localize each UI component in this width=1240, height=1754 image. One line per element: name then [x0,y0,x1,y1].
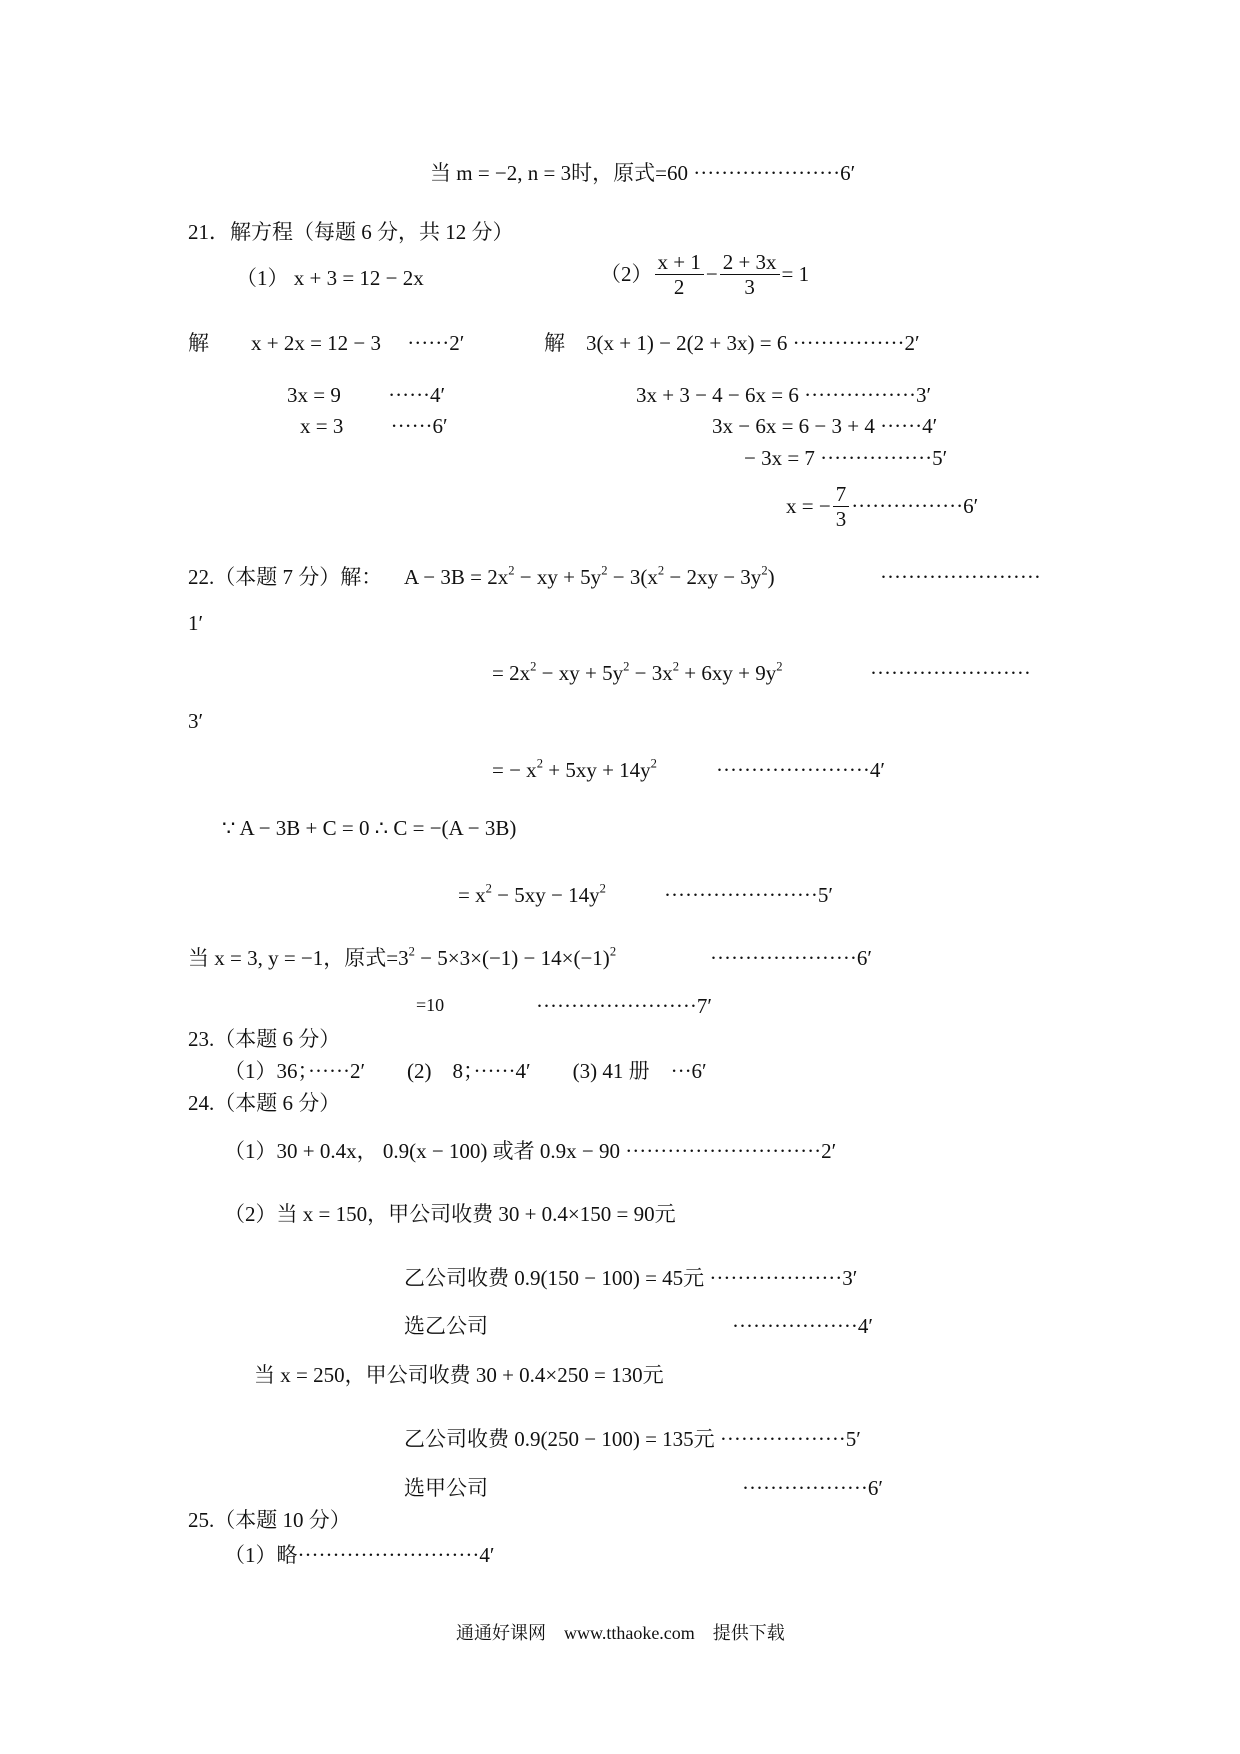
q21-eq2-label: （2） [600,262,653,287]
page-footer: 通通好课网 www.tthaoke.com 提供下载 [456,1623,785,1643]
fraction-numerator: x + 1 [657,250,701,274]
fraction-x-plus-1-over-2 [655,250,704,299]
q24-choose-a: 选甲公司 [404,1476,488,1500]
fraction-denominator: 2 [655,274,704,299]
question-25-heading: 25.（本题 10 分） [188,1508,351,1532]
q24-choose-b: 选乙公司 [404,1314,488,1338]
q22-c-result: = $x^2 - 5xy - 14y^2$ [458,881,606,907]
score-dots: ··················4′ [732,1314,873,1338]
fraction-2-plus-3x-over-3 [720,250,780,299]
score-dots: ······················· [880,565,1041,589]
q22-condition: ∵ A − 3B + C = 0 ∴ C = −(A − 3B) [222,816,517,840]
q22-expansion-2: = $2x^2$ − xy + $5y^2 - 3x^2 + 6xy + 9y^2$ [492,659,783,685]
q21-2-step-2: 3x + 3 − 4 − 6x = 6 ················3′ [636,383,932,407]
fraction-denominator: 3 [833,506,850,531]
q24-part-1: （1）30 + 0.4x， 0.9(x − 100) 或者 0.9x − 90 ····························2′ [224,1139,837,1163]
q21-equation-2 [600,250,809,299]
q24-part-2-case-150: （2）当 x = 150，甲公司收费 30 + 0.4×150 = 90元 [224,1202,676,1226]
question-21-heading: 21．解方程（每题 6 分，共 12 分） [188,220,514,244]
q22-simplified: = − $x^2 + 5xy + 14y^2$ [492,756,657,782]
line-substitution-result: 当 m = −2, n = 3时，原式=60 ·····················6′ [430,161,856,185]
q24-company-b-150: 乙公司收费 0.9(150 − 100) = 45元 ···················3′ [404,1266,858,1290]
score-dots: ················6′ [851,494,979,519]
fraction-7-over-3 [833,482,850,531]
q21-2-step-3: 3x − 6x = 6 − 3 + 4 ······4′ [712,414,938,438]
minus-sign: − [705,262,718,287]
score-dots: ······················5′ [664,883,833,907]
fraction-denominator: 3 [720,274,780,299]
score-dots: ······················· [870,661,1031,685]
question-22-heading: 22.（本题 7 分）解： [188,565,383,589]
score-mark: 3′ [188,709,204,733]
q21-1-step-2: 3x = 9 ······4′ [287,383,446,407]
fraction-numerator: 7 [835,482,847,506]
q24-company-b-250: 乙公司收费 0.9(250 − 100) = 135元 ··················5′ [404,1427,861,1451]
q24-case-250: 当 x = 250，甲公司收费 30 + 0.4×250 = 130元 [254,1363,664,1387]
q21-1-step-3: x = 3 ······6′ [300,414,448,438]
fraction-numerator: 2 + 3x [722,250,777,274]
question-24-heading: 24.（本题 6 分） [188,1091,341,1115]
question-23-heading: 23.（本题 6 分） [188,1027,341,1051]
q21-2-final [786,482,978,531]
score-dots: ·····················6′ [710,946,872,970]
q23-answers: （1）36；······2′ (2) 8；······4′ (3) 41 册 ···6′ [224,1059,707,1083]
q22-substitution: 当 x = 3, y = −1，原式$=3^2 - 5\times 3\times(-1) - 14\times(-1)^2$ [188,944,617,970]
score-dots: ··················6′ [742,1476,883,1500]
q21-2-step-1: 解 3(x + 1) − 2(2 + 3x) = 6 ················2′ [544,331,920,355]
equals-one: = 1 [781,262,810,287]
score-mark: 1′ [188,611,204,635]
q22-final-value: =10 [416,995,445,1015]
q21-equation-1: （1） x + 3 = 12 − 2x [236,266,424,290]
score-dots: ······················4′ [716,758,885,782]
score-dots: ·······················7′ [536,994,712,1018]
q22-expansion-1: $A - 3B = 2x^2$ − xy + $5y^2 - 3(x^2 - 2xy - 3y^2)$ [404,563,775,589]
x-equals-negative: x = − [786,494,831,519]
q25-part-1: （1）略··························4′ [224,1543,495,1567]
q21-2-step-4: − 3x = 7 ················5′ [744,446,948,470]
q21-1-step-1: 解 x + 2x = 12 − 3 ······2′ [188,331,465,355]
